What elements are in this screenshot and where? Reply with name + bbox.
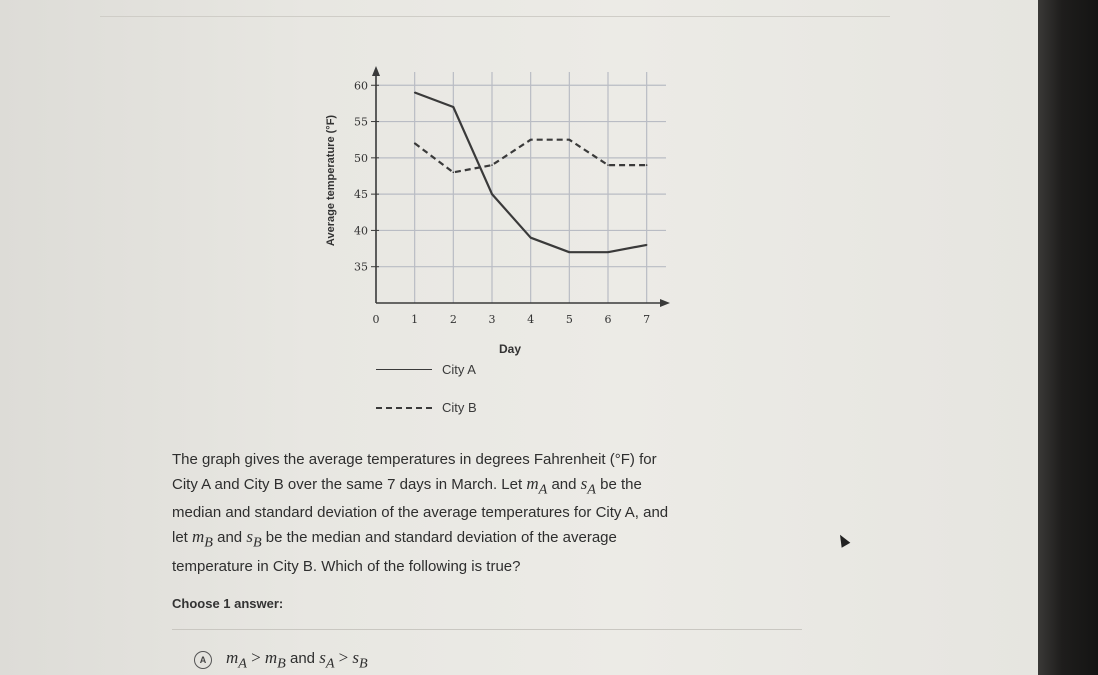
- data-point-city-a: [491, 193, 493, 195]
- choice-letter-a[interactable]: A: [194, 651, 212, 669]
- data-point-city-b: [491, 164, 493, 166]
- data-point-city-a: [646, 244, 648, 246]
- y-tick-label: 50: [354, 151, 368, 165]
- question-line-5: temperature in City B. Which of the following is true?: [172, 557, 521, 575]
- data-point-city-a: [414, 92, 416, 94]
- data-point-city-a: [607, 251, 609, 253]
- choose-answer-label: Choose 1 answer:: [172, 596, 284, 611]
- data-point-city-b: [569, 139, 571, 141]
- legend-label-city-b: City B: [442, 400, 477, 415]
- data-point-city-a: [530, 237, 532, 239]
- data-point-city-a: [453, 106, 455, 108]
- math-sA: $s_A$: [580, 474, 596, 498]
- math-sB: $s_B$: [246, 527, 262, 551]
- math-mB: $m_B$: [192, 527, 213, 551]
- legend-item-city-a: [376, 362, 476, 377]
- x-tick-label: 7: [643, 313, 651, 326]
- data-point-city-b: [530, 139, 532, 141]
- y-tick-label: 55: [354, 115, 368, 129]
- divider: [172, 629, 802, 630]
- y-tick-label: 45: [354, 188, 368, 202]
- y-tick-label: 35: [354, 260, 368, 274]
- choice-text: $m_A > m_B$ and $s_A > s_B$: [226, 648, 368, 672]
- data-point-city-a: [569, 251, 571, 253]
- x-tick-label: 3: [488, 313, 496, 326]
- y-tick-label: 40: [354, 224, 368, 238]
- question-line-1: The graph gives the average temperatures in degrees Fahrenheit (°F) for: [172, 451, 657, 468]
- x-tick-label: 1: [411, 313, 419, 326]
- divider: [100, 16, 890, 17]
- answer-choice-a[interactable]: [194, 648, 368, 672]
- data-point-city-b: [453, 172, 455, 174]
- math-mA: $m_A$: [526, 474, 548, 498]
- data-point-city-b: [607, 164, 609, 166]
- x-tick-label: 2: [449, 313, 457, 326]
- question-line-2: City A and City B over the same 7 days in March. Let: [172, 476, 523, 493]
- x-axis-arrow: [660, 299, 670, 307]
- legend-solid-line: [376, 369, 432, 370]
- question-text: The graph gives the average temperatures in degrees Fahrenheit (°F) for City A and City B over the same 7 days in March. Let $m_A$ and $s_A$ be the median and standard deviation of the average temperatures for City A, and let $m_B$ and $s_B$ be the median and standard deviation of the average temperature in City B. Which of the following is true?: [172, 451, 669, 575]
- data-point-city-b: [646, 164, 648, 166]
- data-point-city-b: [414, 143, 416, 145]
- temperature-chart: [310, 60, 690, 370]
- question-line-3: median and standard deviation of the average temperatures for City A, and: [172, 504, 669, 522]
- screen-bezel: [1038, 0, 1098, 675]
- y-axis-arrow: [372, 66, 380, 76]
- x-tick-label: 6: [604, 313, 612, 326]
- y-axis-label: Average temperature (°F): [325, 114, 337, 247]
- x-axis-label: Day: [498, 342, 522, 356]
- legend-item-city-b: [376, 400, 477, 415]
- legend-label-city-a: City A: [442, 362, 476, 377]
- y-tick-label: 60: [354, 79, 368, 93]
- x-tick-label: 0: [372, 313, 380, 326]
- mouse-cursor-icon: [836, 532, 851, 547]
- x-tick-label: 5: [565, 313, 573, 326]
- x-tick-label: 4: [527, 313, 535, 326]
- legend-dashed-line: [376, 407, 432, 409]
